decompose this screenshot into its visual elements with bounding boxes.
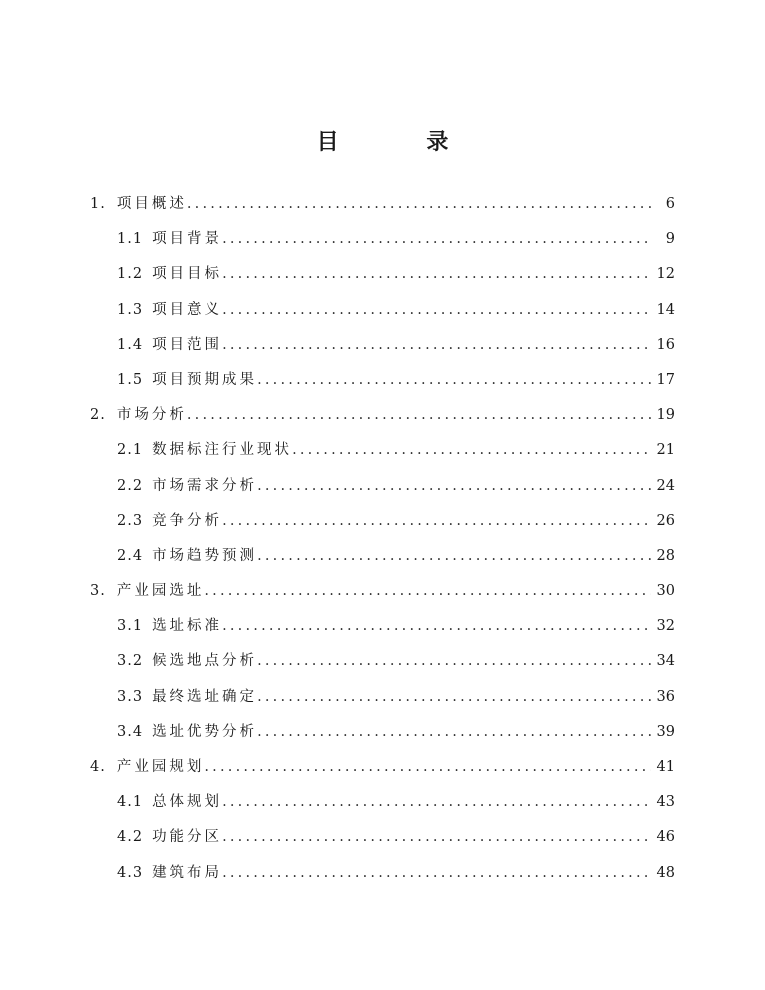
toc-dot-leader xyxy=(257,680,650,715)
toc-entry-number: 4. xyxy=(90,759,106,775)
toc-section-entry[interactable] xyxy=(0,644,765,679)
toc-page-number: 6 xyxy=(665,196,675,212)
toc-entry-number: 1. xyxy=(90,196,106,212)
toc-chapter-entry[interactable] xyxy=(0,398,765,433)
toc-section-entry[interactable] xyxy=(0,820,765,855)
toc-page-number: 21 xyxy=(656,442,675,459)
table-of-contents xyxy=(0,187,765,891)
toc-page-number: 30 xyxy=(656,583,675,600)
toc-dot-leader xyxy=(222,856,650,891)
toc-dot-leader xyxy=(257,644,650,679)
toc-section-entry[interactable] xyxy=(0,328,765,363)
toc-dot-leader xyxy=(222,257,650,292)
toc-page-number: 41 xyxy=(656,759,675,775)
toc-entry-title: 总体规划 xyxy=(152,794,223,811)
toc-entry-title: 产业园规划 xyxy=(116,759,205,775)
toc-entry-number: 2.1 xyxy=(117,442,144,459)
toc-entry-title: 项目目标 xyxy=(152,266,223,283)
toc-section-entry[interactable] xyxy=(0,680,765,715)
toc-dot-leader xyxy=(222,785,650,820)
toc-entry-title: 最终选址确定 xyxy=(152,688,258,705)
toc-entry-number: 2.4 xyxy=(117,547,144,564)
toc-page-number: 16 xyxy=(656,336,675,353)
toc-chapter-entry[interactable] xyxy=(0,187,765,222)
toc-dot-leader xyxy=(222,293,650,328)
toc-page-number: 19 xyxy=(656,407,675,424)
toc-page-number: 36 xyxy=(656,688,675,705)
toc-section-entry[interactable] xyxy=(0,539,765,574)
toc-dot-leader xyxy=(222,328,650,363)
toc-dot-leader xyxy=(222,222,653,257)
toc-page-number: 26 xyxy=(656,512,675,529)
toc-entry-title: 产业园选址 xyxy=(116,583,205,600)
toc-dot-leader xyxy=(257,363,650,398)
toc-dot-leader xyxy=(257,469,650,504)
toc-entry-number: 2.3 xyxy=(117,512,144,529)
toc-dot-leader xyxy=(257,539,650,574)
toc-page-number: 17 xyxy=(656,371,675,388)
toc-entry-title: 竞争分析 xyxy=(152,512,223,529)
toc-entry-title: 项目意义 xyxy=(152,301,223,318)
toc-entry-number: 1.1 xyxy=(117,231,144,248)
toc-entry-title: 功能分区 xyxy=(152,829,223,846)
toc-entry-title: 选址标准 xyxy=(152,618,223,635)
toc-dot-leader xyxy=(292,433,650,468)
toc-section-entry[interactable] xyxy=(0,363,765,398)
toc-dot-leader xyxy=(204,750,650,785)
toc-section-entry[interactable] xyxy=(0,785,765,820)
toc-entry-title: 项目背景 xyxy=(152,231,223,248)
toc-section-entry[interactable] xyxy=(0,433,765,468)
toc-entry-title: 项目范围 xyxy=(152,336,223,353)
toc-page-number: 32 xyxy=(656,618,675,635)
toc-section-entry[interactable] xyxy=(0,504,765,539)
toc-section-entry[interactable] xyxy=(0,257,765,292)
toc-entry-number: 1.5 xyxy=(117,371,144,388)
toc-page-number: 14 xyxy=(656,301,675,318)
toc-entry-number: 4.3 xyxy=(117,864,144,881)
toc-page-number: 9 xyxy=(665,231,675,248)
toc-page-number: 24 xyxy=(656,477,675,494)
toc-entry-number: 2.2 xyxy=(117,477,144,494)
toc-chapter-entry[interactable] xyxy=(0,750,765,785)
toc-page-number: 28 xyxy=(656,547,675,564)
toc-page-number: 34 xyxy=(656,653,675,670)
toc-entry-number: 3.4 xyxy=(117,723,144,740)
toc-page-number: 39 xyxy=(656,723,675,740)
toc-entry-number: 2. xyxy=(90,407,106,424)
toc-page-number: 48 xyxy=(656,864,675,881)
toc-entry-title: 建筑布局 xyxy=(152,864,223,881)
toc-page-number: 12 xyxy=(656,266,675,283)
toc-section-entry[interactable] xyxy=(0,609,765,644)
toc-section-entry[interactable] xyxy=(0,293,765,328)
toc-section-entry[interactable] xyxy=(0,222,765,257)
toc-section-entry[interactable] xyxy=(0,856,765,891)
toc-entry-number: 3.3 xyxy=(117,688,144,705)
toc-dot-leader xyxy=(187,398,651,433)
toc-entry-title: 项目预期成果 xyxy=(152,371,258,388)
toc-entry-title: 候选地点分析 xyxy=(152,653,258,670)
toc-dot-leader xyxy=(222,504,650,539)
toc-entry-number: 3. xyxy=(90,583,106,600)
toc-section-entry[interactable] xyxy=(0,469,765,504)
toc-entry-title: 数据标注行业现状 xyxy=(152,442,293,459)
toc-entry-title: 项目概述 xyxy=(116,196,187,212)
toc-entry-title: 选址优势分析 xyxy=(152,723,258,740)
toc-section-entry[interactable] xyxy=(0,715,765,750)
toc-dot-leader xyxy=(187,187,653,222)
toc-dot-leader xyxy=(204,574,650,609)
toc-dot-leader xyxy=(222,609,650,644)
toc-dot-leader xyxy=(222,820,650,855)
toc-entry-number: 1.2 xyxy=(117,266,144,283)
page-title: 目 录 xyxy=(316,129,489,155)
toc-chapter-entry[interactable] xyxy=(0,574,765,609)
toc-entry-number: 3.1 xyxy=(117,618,144,635)
toc-entry-number: 3.2 xyxy=(117,653,144,670)
toc-entry-number: 1.4 xyxy=(117,336,144,353)
toc-page-number: 43 xyxy=(656,794,675,811)
toc-entry-number: 4.1 xyxy=(117,794,144,811)
toc-entry-title: 市场需求分析 xyxy=(152,477,258,494)
toc-dot-leader xyxy=(257,715,650,750)
toc-entry-title: 市场分析 xyxy=(116,407,187,424)
toc-entry-title: 市场趋势预测 xyxy=(152,547,258,564)
toc-page-number: 46 xyxy=(656,829,675,846)
toc-entry-number: 4.2 xyxy=(117,829,144,846)
toc-entry-number: 1.3 xyxy=(117,301,144,318)
